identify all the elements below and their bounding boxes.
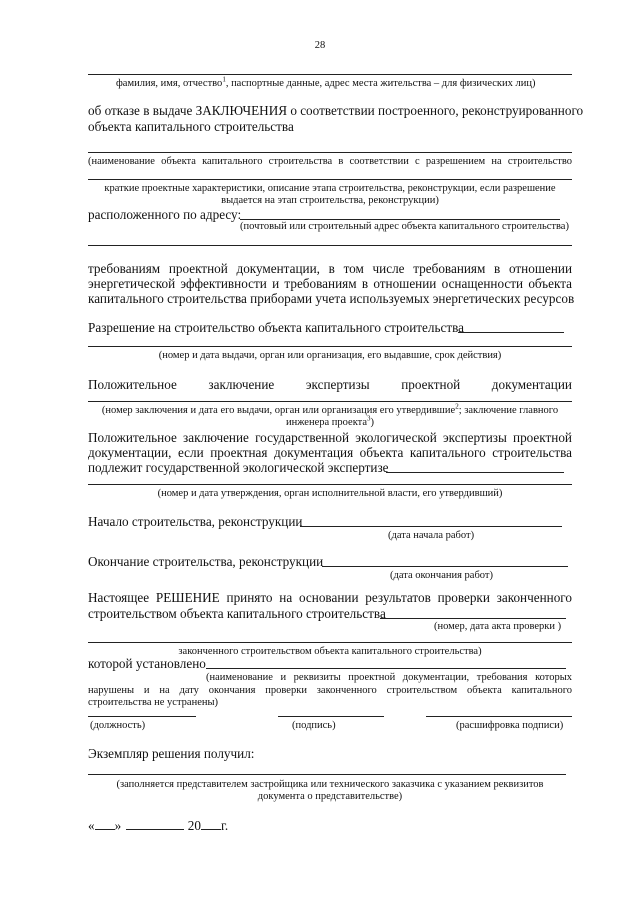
received-caption-1: (заполняется представителем застройщика или технического заказчика с указанием реквизитов — [116, 779, 544, 790]
start-line[interactable] — [300, 526, 562, 527]
established-caption-2: нарушены и на дату окончания проверки законченного строительством объекта капитального — [88, 685, 572, 696]
decision-line-1: Настоящее РЕШЕНИЕ принято на основании результатов проверки законченного — [88, 590, 572, 605]
position-caption: (должность) — [90, 720, 146, 731]
expertise-word: Положительное — [88, 377, 177, 392]
expertise-word: заключение — [208, 377, 275, 392]
received-caption-2: документа о представительстве) — [257, 791, 403, 802]
eco-line-1: Положительное заключение государственной экологической экспертизы проектной — [88, 430, 572, 445]
address-line[interactable] — [240, 219, 560, 220]
signature-line[interactable] — [278, 716, 384, 717]
permit-label: Разрешение на строительство объекта капитального строительства — [88, 320, 465, 335]
eco-caption: (номер и дата утверждения, орган исполнительной власти, его утвердивший) — [157, 488, 503, 499]
expertise-label — [88, 377, 572, 393]
date-line — [88, 818, 228, 834]
characteristics-caption-1: краткие проектные характеристики, описание этапа строительства, реконструкции, если разрешение — [104, 183, 556, 194]
eco-line[interactable] — [386, 472, 564, 473]
year-prefix: 20 — [187, 818, 201, 833]
decision-line[interactable] — [380, 618, 566, 619]
permit-caption: (номер и дата выдачи, орган или организация, его выдавшие, срок действия) — [158, 350, 502, 361]
end-line[interactable] — [322, 566, 568, 567]
established-caption-3: строительства не устранены) — [88, 697, 219, 708]
year-suffix: г. — [220, 818, 229, 833]
received-label: Экземпляр решения получил: — [88, 746, 255, 761]
expertise-word: документации — [491, 377, 572, 392]
object-name-line[interactable] — [88, 152, 572, 153]
requirements-line-3: капитального строительства приборами учета используемых энергетических ресурсов — [88, 291, 575, 306]
requirements-line-2: энергетической эффективности и требованиям в отношении оснащенности объекта — [88, 276, 572, 291]
date-open-quote: « — [88, 818, 95, 833]
requirements-line-1: требованиям проектной документации, в том числе требованиям в отношении — [88, 261, 572, 276]
permit-line-2[interactable] — [88, 346, 572, 347]
expertise-caption-1: (номер заключения и дата его выдачи, орган или организация его утвердившие$^2$; заключение главного — [101, 402, 559, 416]
address-line-2[interactable] — [88, 245, 572, 246]
established-line[interactable] — [206, 668, 566, 669]
expertise-line[interactable] — [88, 401, 572, 402]
decoding-caption: (расшифровка подписи) — [456, 720, 564, 731]
established-caption-1: (наименование и реквизиты проектной документации, требования которых — [206, 672, 572, 683]
completed-line[interactable] — [88, 642, 572, 643]
year-field[interactable] — [201, 829, 221, 830]
applicant-line[interactable] — [88, 74, 572, 75]
address-caption: (почтовый или строительный адрес объекта капитального строительства) — [240, 221, 569, 232]
end-label: Окончание строительства, реконструкции — [88, 554, 324, 569]
characteristics-caption-2: выдается на этап строительства, реконструкции) — [221, 195, 439, 206]
permit-line[interactable] — [458, 332, 564, 333]
decision-caption: (номер, дата акта проверки ) — [434, 621, 562, 632]
applicant-caption: фамилия, имя, отчество$^1$, паспортные данные, адрес места жительства – для физических лиц) — [116, 75, 536, 89]
decision-line-2: строительством объекта капитального строительства — [88, 606, 386, 621]
expertise-caption-2: инженера проекта$^3$) — [285, 414, 375, 428]
eco-line-2: документации, если проектная документация объекта капитального строительства — [88, 445, 572, 460]
eco-line-3: подлежит государственной экологической экспертизе — [88, 460, 389, 475]
start-caption: (дата начала работ) — [388, 530, 475, 541]
signature-caption: (подпись) — [292, 720, 336, 731]
established-label: которой установлено — [88, 656, 206, 671]
refusal-title-line-2: объекта капитального строительства — [88, 119, 294, 134]
characteristics-line[interactable] — [88, 179, 572, 180]
expertise-word: проектной — [401, 377, 461, 392]
end-caption: (дата окончания работ) — [390, 570, 494, 581]
decoding-line[interactable] — [426, 716, 572, 717]
eco-line-2-field[interactable] — [88, 484, 572, 485]
page-number: 28 — [314, 40, 326, 51]
object-name-caption: (наименование объекта капитального строительства в соответствии с разрешением на строительство — [88, 156, 572, 167]
month-field[interactable] — [126, 829, 184, 830]
received-line[interactable] — [88, 774, 566, 775]
completed-caption: законченного строительством объекта капитального строительства) — [178, 646, 482, 657]
day-field[interactable] — [95, 829, 115, 830]
address-label: расположенного по адресу: — [88, 207, 242, 222]
expertise-word: экспертизы — [305, 377, 370, 392]
position-line[interactable] — [88, 716, 196, 717]
date-close-quote: » — [114, 818, 122, 833]
refusal-title-line-1: об отказе в выдаче ЗАКЛЮЧЕНИЯ о соответствии построенного, реконструированного — [88, 103, 584, 118]
start-label: Начало строительства, реконструкции — [88, 514, 303, 529]
